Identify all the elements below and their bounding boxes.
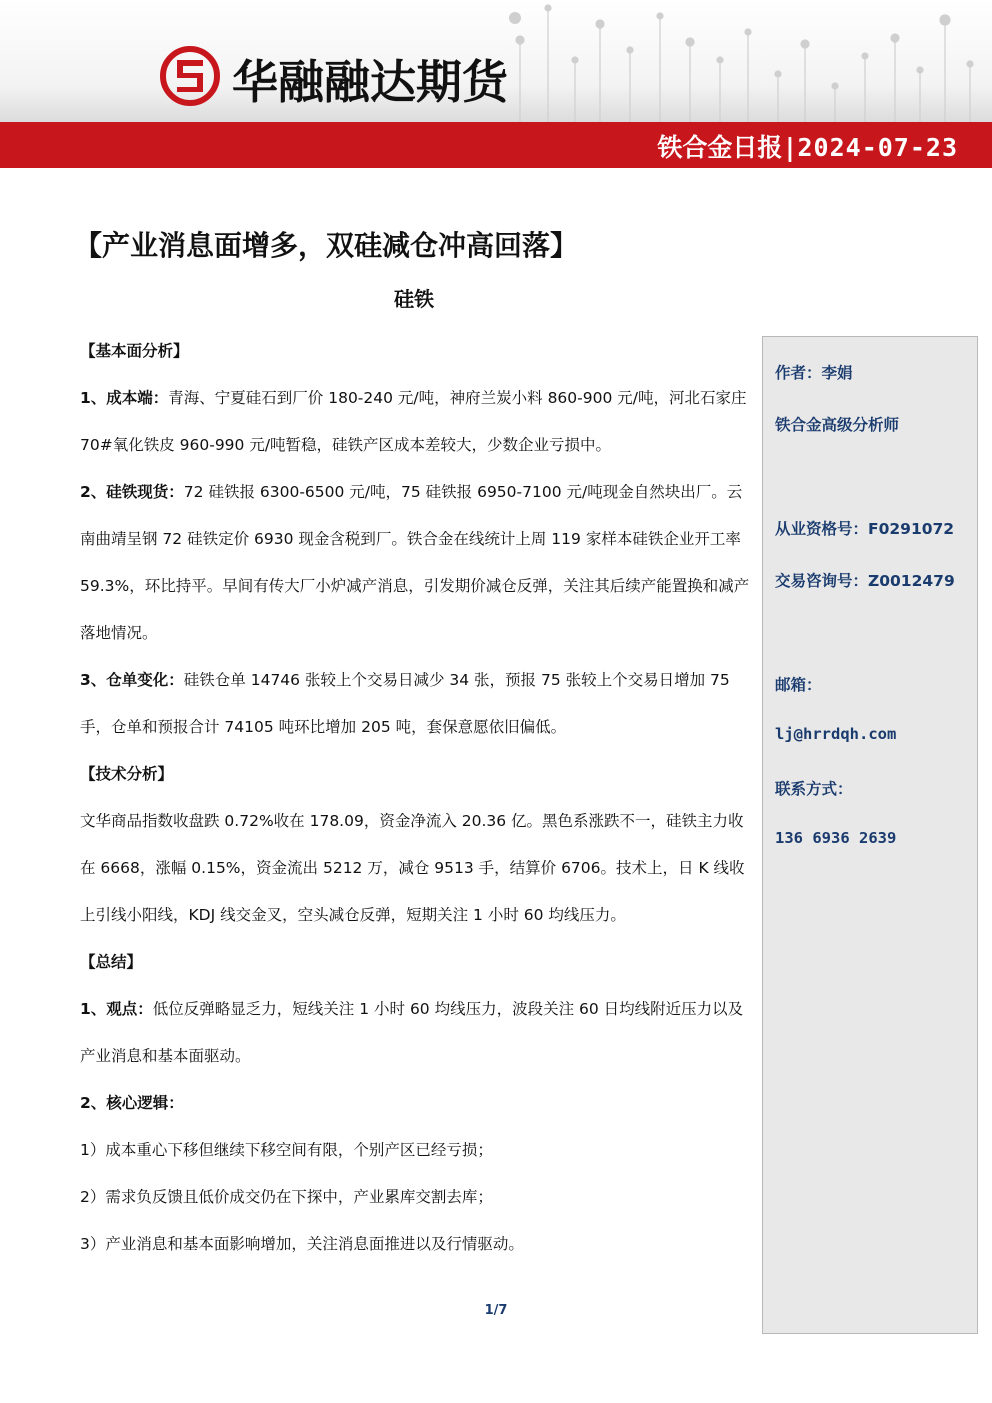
main-content <box>80 328 752 1268</box>
paragraph-text: 1）成本重心下移但继续下移空间有限，个别产区已经亏损； <box>80 1141 493 1159</box>
paragraph-text: 3）产业消息和基本面影响增加，关注消息面推进以及行情驱动。 <box>80 1235 524 1253</box>
report-subtitle: 硅铁 <box>394 287 434 311</box>
paragraph-spot <box>80 469 752 657</box>
paragraph-technical <box>80 798 752 939</box>
paragraph-text: 文华商品指数收盘跌 0.72%收在 178.09，资金净流入 20.36 亿。黑色系涨跌不一，硅铁主力收在 6668，涨幅 0.15%，资金流出 5212 万，减仓 9513 手，结算价 6706。技术上，日 K 线收上引线小阳线，KDJ 线交金叉，空头减仓反弹，短期关注 1 小时 60 均线压力。 <box>80 812 745 924</box>
paragraph-view <box>80 986 752 1080</box>
email-label: 邮箱： <box>775 676 822 694</box>
report-bar <box>0 122 992 168</box>
contact-label: 联系方式： <box>775 780 853 798</box>
paragraph-text: 硅铁仓单 14746 张较上个交易日减少 34 张，预报 75 张较上个交易日增加 75 手，仓单和预报合计 74105 吨环比增加 205 吨，套保意愿依旧偏低。 <box>80 671 730 736</box>
paragraph-text: 青海、宁夏硅石到厂价 180-240 元/吨，神府兰炭小料 860-900 元/吨，河北石家庄 70#氧化铁皮 960-990 元/吨暂稳，硅铁产区成本差较大，少数企业亏损中。 <box>80 389 747 454</box>
logic-item-2 <box>80 1174 752 1221</box>
logic-item-3 <box>80 1221 752 1268</box>
phone-number: 136 6936 2639 <box>775 829 897 847</box>
consult-number: 交易咨询号：Z0012479 <box>775 572 955 590</box>
author-name: 作者：李娟 <box>775 364 853 382</box>
paragraph-label: 2、核心逻辑： <box>80 1094 184 1112</box>
paragraph-text: 2）需求负反馈且低价成交仍在下探中，产业累库交割去库； <box>80 1188 493 1206</box>
paragraph-warehouse <box>80 657 752 751</box>
report-type-date <box>657 128 958 164</box>
report-title: 【产业消息面增多，双硅减仓冲高回落】 <box>74 229 579 262</box>
paragraph-label: 1、成本端： <box>80 389 169 407</box>
paragraph-label: 1、观点： <box>80 1000 153 1018</box>
section-heading-technical: 【技术分析】 <box>80 765 174 783</box>
email-link[interactable]: lj@hrrdqh.com <box>775 725 897 743</box>
separator: | <box>785 133 795 162</box>
author-position: 铁合金高级分析师 <box>775 416 900 434</box>
paragraph-cost <box>80 375 752 469</box>
license-number: 从业资格号：F0291072 <box>775 520 955 538</box>
brand-name: 华融融达期货 <box>232 55 508 109</box>
report-type: 铁合金日报 <box>657 133 783 162</box>
paragraph-text: 低位反弹略显乏力，短线关注 1 小时 60 均线压力，波段关注 60 日均线附近压力以及产业消息和基本面驱动。 <box>80 1000 744 1065</box>
author-sidebar <box>762 336 978 1334</box>
paragraph-label: 3、仓单变化： <box>80 671 184 689</box>
paragraph-label: 2、硅铁现货： <box>80 483 184 501</box>
report-date: 2024-07-23 <box>797 133 958 162</box>
section-heading-summary: 【总结】 <box>80 953 143 971</box>
paragraph-text: 72 硅铁报 6300-6500 元/吨，75 硅铁报 6950-7100 元/吨现金自然块出厂。云南曲靖呈钢 72 硅铁定价 6930 现金含税到厂。铁合金在线统计上周 119 家样本硅铁企业开工率 59.3%，环比持平。早间有传大厂小炉减产消息，引发期价减仓反弹，关注其后续产能置换和减产落地情况。 <box>80 483 750 642</box>
page-number: 1/7 <box>484 1303 508 1318</box>
paragraph-logic <box>80 1080 752 1127</box>
section-heading-fundamentals: 【基本面分析】 <box>80 342 189 360</box>
logic-item-1 <box>80 1127 752 1174</box>
company-logo-icon <box>160 46 220 106</box>
header-banner <box>0 0 992 122</box>
